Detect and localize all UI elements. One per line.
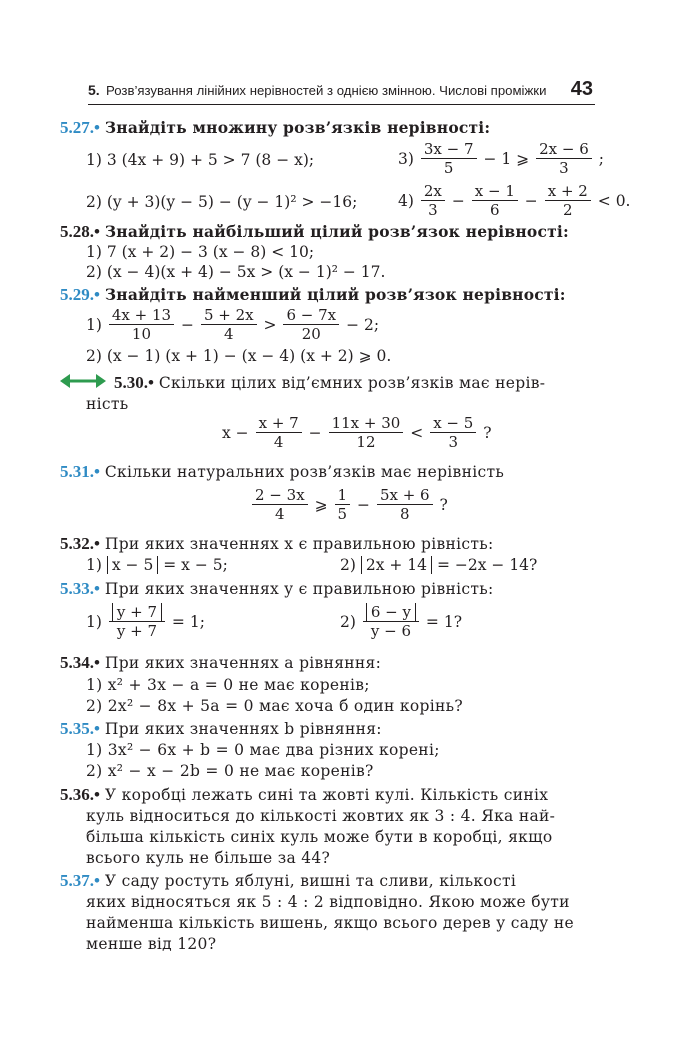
fraction: $\frac{x - 1}{6}$ <box>472 182 518 219</box>
fraction: $\frac{1}{5}$ <box>335 486 351 523</box>
problem-number: 5.32.• <box>60 534 100 553</box>
problem-5-32-item-2: 2) 2x + 14 = −2x − 14? <box>340 556 538 574</box>
problem-5-37-text-line: менше від 120? <box>86 935 217 953</box>
problem-5-35-item-2: 2) x² − x − 2b = 0 не має коренів? <box>86 762 374 780</box>
problem-text: При яких значеннях a рівняння: <box>104 654 382 672</box>
problem-text: Скільки натуральних розв’язків має нерівність <box>104 463 505 481</box>
problem-number: 5.27.• <box>60 118 100 137</box>
fraction: $\frac{x + 2}{2}$ <box>545 182 591 219</box>
problem-5-34-item-1: 1) x² + 3x − a = 0 не має коренів; <box>86 676 370 694</box>
problem-number: 5.35.• <box>60 719 100 738</box>
problem-5-33-item-1: 1) $\frac{y + 7}{y + 7}$ = 1; <box>86 603 205 640</box>
problem-text: У коробці лежать сині та жовті кулі. Кількість синіх <box>104 786 549 804</box>
problem-5-28-item-2: 2) (x − 4)(x + 4) − 5x > (x − 1)² − 17. <box>86 263 386 281</box>
fraction: $\frac{2x - 6}{3}$ <box>536 140 592 177</box>
problem-5-28-item-1: 1) 7 (x + 2) − 3 (x − 8) < 10; <box>86 243 315 261</box>
problem-5-27-item-2: 2) (y + 3)(y − 5) − (y − 1)² > −16; <box>86 193 358 211</box>
problem-5-35-heading <box>60 719 382 739</box>
fraction: $\frac{5x + 6}{8}$ <box>377 486 433 523</box>
problem-number: 5.29.• <box>60 285 100 304</box>
problem-5-37-text-line: найменша кількість вишень, якщо всього дерев у саду не <box>86 914 574 932</box>
problem-text: У саду ростуть яблуні, вишні та сливи, кількості <box>104 872 517 890</box>
problem-5-29-item-1: 1) $\frac{4x + 13}{10}$ − $\frac{5 + 2x}{4}$ > $\frac{6 - 7x}{20}$ − 2; <box>86 306 380 343</box>
problem-5-28-heading <box>60 222 569 242</box>
problem-text: Знайдіть найменший цілий розв’язок нерівності: <box>104 285 566 304</box>
fraction: $\frac{x + 7}{4}$ <box>256 414 302 451</box>
fraction: $\frac{x - 5}{3}$ <box>430 414 476 451</box>
problem-text: Скільки цілих від’ємних розв’язків має нерів- <box>158 374 546 392</box>
problem-text: При яких значеннях y є правильною рівність: <box>104 580 494 598</box>
problem-text: Знайдіть множину розв’язків нерівності: <box>104 118 491 137</box>
fraction: $\frac{4x + 13}{10}$ <box>109 306 174 343</box>
problem-5-30-text-cont: ність <box>86 395 129 413</box>
double-arrow-icon <box>60 373 106 389</box>
problem-5-37-heading <box>60 871 516 891</box>
problem-5-32-item-1: 1) x − 5 = x − 5; <box>86 556 228 574</box>
problem-5-37-text-line: яких відносяться як 5 : 4 : 2 відповідно. Якою може бути <box>86 893 570 911</box>
problem-5-29-item-2: 2) (x − 1) (x + 1) − (x − 4) (x + 2) ⩾ 0. <box>86 347 392 365</box>
problem-5-29-heading <box>60 285 566 305</box>
problem-5-36-text-line: більша кількість синіх куль може бути в коробці, якщо <box>86 828 553 846</box>
problem-number: 5.28.• <box>60 222 100 241</box>
problem-5-32-heading <box>60 534 494 554</box>
fraction: $\frac{6 - 7x}{20}$ <box>283 306 339 343</box>
problem-5-27-heading <box>60 118 490 138</box>
problem-5-36-text-line: всього куль не більше за 44? <box>86 849 331 867</box>
problem-5-27-item-4: 4) $\frac{2x}{3}$ − $\frac{x - 1}{6}$ − $\frac{x + 2}{2}$ < 0. <box>398 182 631 219</box>
problem-text: При яких значеннях x є правильною рівність: <box>104 535 494 553</box>
problem-5-33-item-2: 2) $\frac{6 - y}{y - 6}$ = 1? <box>340 603 463 640</box>
running-header <box>88 80 595 105</box>
problem-5-34-heading <box>60 653 381 673</box>
problem-number: 5.34.• <box>60 653 100 672</box>
section-title: Розв’язування лінійних нерівностей з однією змінною. Числові проміжки <box>106 83 547 98</box>
problem-5-27-item-3: 3) $\frac{3x - 7}{5}$ − 1 ⩾ $\frac{2x - 6}{3}$ ; <box>398 140 604 177</box>
problem-5-31-heading <box>60 462 504 482</box>
fraction: $\frac{5 + 2x}{4}$ <box>201 306 257 343</box>
problem-5-31-inequality: $\frac{2 - 3x}{4}$ ⩾ $\frac{1}{5}$ − $\frac{5x + 6}{8}$ ? <box>250 486 448 523</box>
problem-5-34-item-2: 2) 2x² − 8x + 5a = 0 має хоча б один корінь? <box>86 697 463 715</box>
fraction: $\frac{6 - y}{y - 6}$ <box>363 603 419 640</box>
fraction: $\frac{y + 7}{y + 7}$ <box>109 603 165 640</box>
problem-5-36-text-line: куль відноситься до кількості жовтих як 3 : 4. Яка най- <box>86 807 556 825</box>
fraction: $\frac{2 - 3x}{4}$ <box>252 486 308 523</box>
problem-5-30-inequality: x − $\frac{x + 7}{4}$ − $\frac{11x + 30}{12}$ < $\frac{x - 5}{3}$ ? <box>222 414 492 451</box>
problem-number: 5.33.• <box>60 579 100 598</box>
page-number: 43 <box>570 78 593 100</box>
problem-text: При яких значеннях b рівняння: <box>104 720 382 738</box>
fraction: $\frac{3x - 7}{5}$ <box>421 140 477 177</box>
problem-5-30-heading <box>114 373 545 393</box>
problem-number: 5.30.• <box>114 373 154 392</box>
absolute-value: 2x + 14 <box>361 556 432 574</box>
problem-text: Знайдіть найбільший цілий розв’язок нерівності: <box>104 222 569 241</box>
fraction: $\frac{11x + 30}{12}$ <box>329 414 404 451</box>
section-number: 5. <box>88 82 100 98</box>
absolute-value: x − 5 <box>107 556 158 574</box>
problem-5-33-heading <box>60 579 494 599</box>
problem-5-35-item-1: 1) 3x² − 6x + b = 0 має два різних корені; <box>86 741 440 759</box>
problem-number: 5.31.• <box>60 462 100 481</box>
problem-number: 5.36.• <box>60 785 100 804</box>
problem-5-36-heading <box>60 785 548 805</box>
problem-5-27-item-1: 1) 3 (4x + 9) + 5 > 7 (8 − x); <box>86 151 315 169</box>
fraction: $\frac{2x}{3}$ <box>421 182 445 219</box>
problem-number: 5.37.• <box>60 871 100 890</box>
